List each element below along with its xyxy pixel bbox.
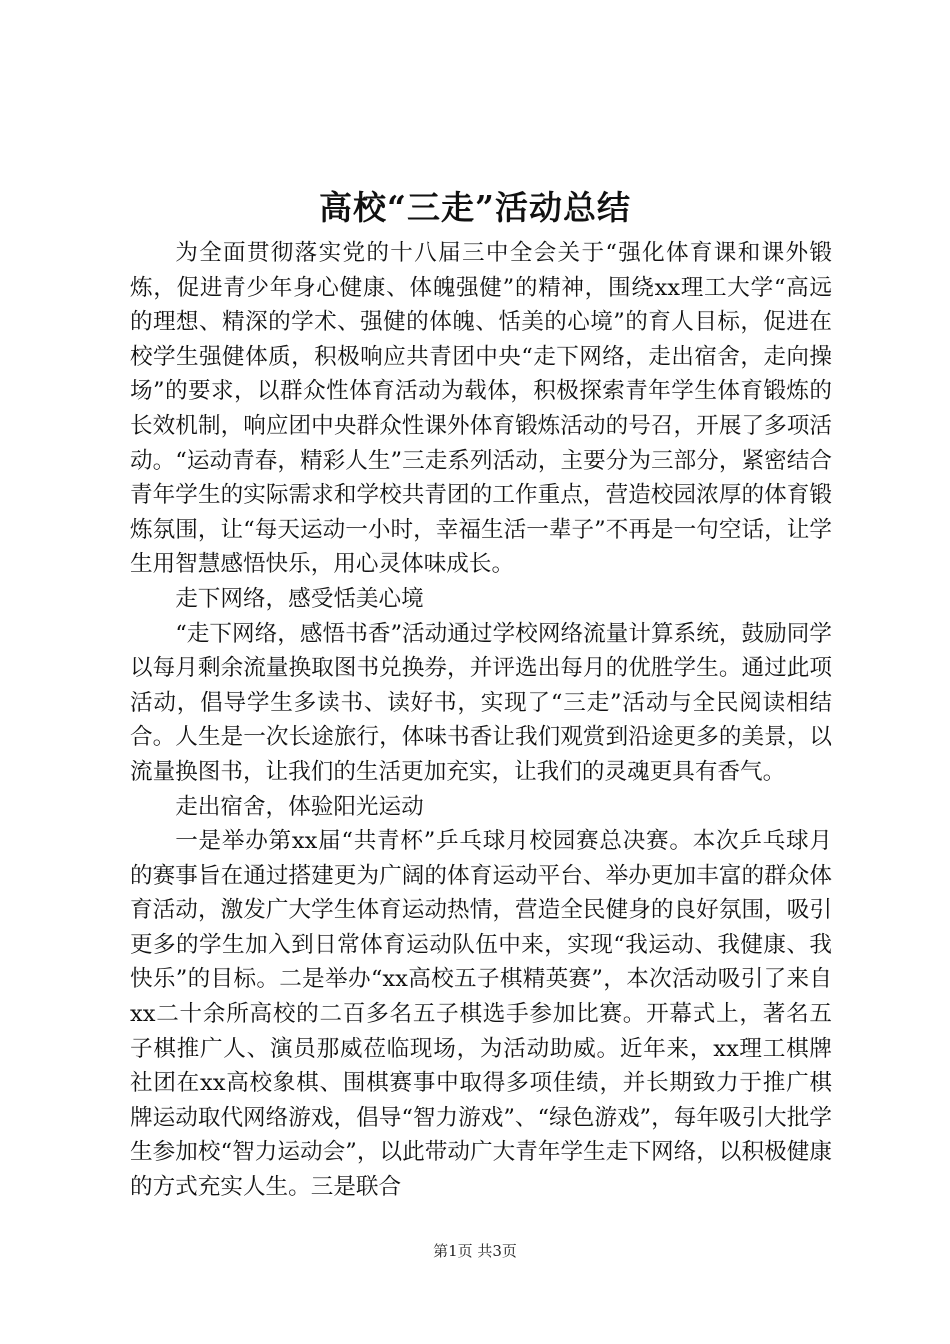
document-body: [130, 236, 832, 1205]
section-heading: 走出宿舍，体验阳光运动: [175, 793, 424, 820]
body-paragraph: 一是举办第xx届“共青杯”乒乓球月校园赛总决赛。本次乒乓球月的赛事旨在通过搭建更为广阔的体育运动平台、举办更加丰富的群众体育活动，激发广大学生体育运动热情，营造全民健身的良好氛围，吸引更多的学生加入到日常体育运动队伍中来，实现“我运动、我健康、我快乐”的目标。二是举办“xx高校五子棋精英赛”，本次活动吸引了来自xx二十余所高校的二百多名五子棋选手参加比赛。开幕式上，著名五子棋推广人、演员那威莅临现场，为活动助威。近年来，xx理工棋牌社团在xx高校象棋、围棋赛事中取得多项佳绩，并长期致力于推广棋牌运动取代网络游戏，倡导“智力游戏”、“绿色游戏”，每年吸引大批学生参加校“智力运动会”，以此带动广大青年学生走下网络，以积极健康的方式充实人生。三是联合: [130, 828, 832, 1201]
page-footer: 第1页 共3页: [433, 1242, 517, 1260]
section-heading: 走下网络，感受恬美心境: [175, 585, 424, 612]
document-title: 高校“三走”活动总结: [319, 188, 631, 227]
body-paragraph: 为全面贯彻落实党的十八届三中全会关于“强化体育课和课外锻炼，促进青少年身心健康、体魄强健”的精神，围绕xx理工大学“高远的理想、精深的学术、强健的体魄、恬美的心境”的育人目标，促进在校学生强健体质，积极响应共青团中央“走下网络，走出宿舍，走向操场”的要求，以群众性体育活动为载体，积极探索青年学生体育锻炼的长效机制，响应团中央群众性课外体育锻炼活动的号召，开展了多项活动。“运动青春，精彩人生”三走系列活动，主要分为三部分，紧密结合青年学生的实际需求和学校共青团的工作重点，营造校园浓厚的体育锻炼氛围，让“每天运动一小时，幸福生活一辈子”不再是一句空话，让学生用智慧感悟快乐，用心灵体味成长。: [130, 240, 832, 578]
body-paragraph: “走下网络，感悟书香”活动通过学校网络流量计算系统，鼓励同学以每月剩余流量换取图书兑换券，并评选出每月的优胜学生。通过此项活动，倡导学生多读书、读好书，实现了“三走”活动与全民阅读相结合。人生是一次长途旅行，体味书香让我们观赏到沿途更多的美景，以流量换图书，让我们的生活更加充实，让我们的灵魂更具有香气。: [130, 620, 832, 785]
